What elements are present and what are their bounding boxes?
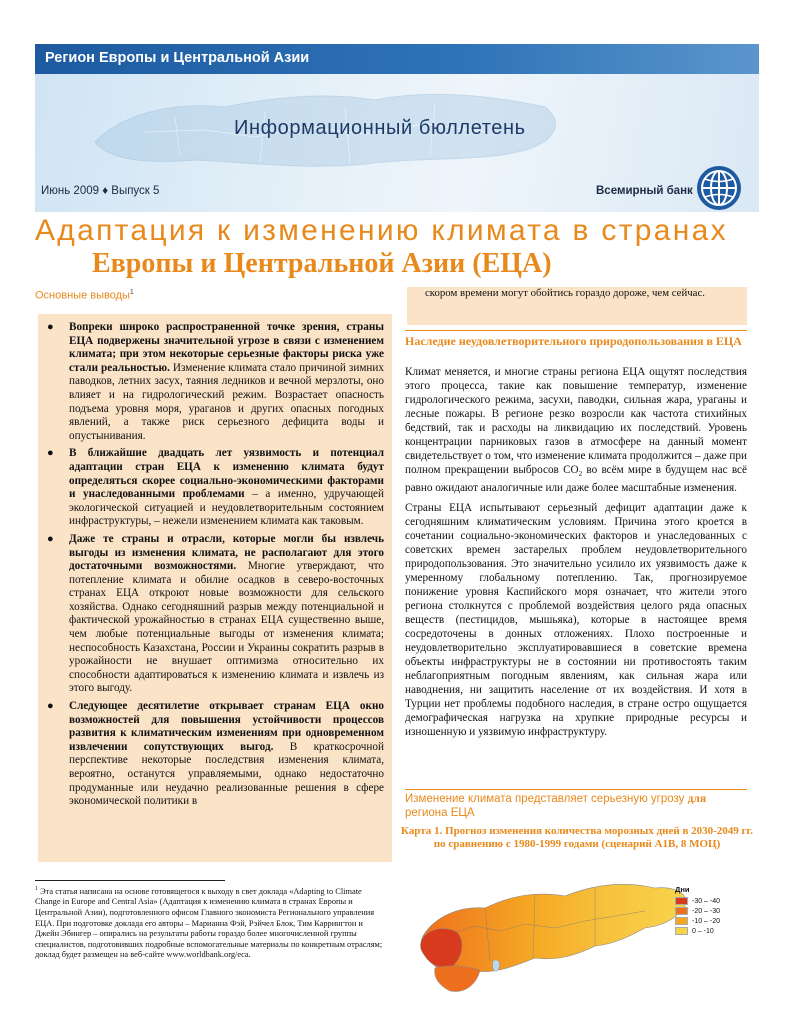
climate-heading-b: для <box>687 793 707 805</box>
world-bank-globe-icon <box>694 163 744 212</box>
paragraph-1 <box>405 365 747 495</box>
legend-swatch <box>675 897 688 905</box>
key-findings-marker: 1 <box>129 289 134 296</box>
map-south-region <box>435 966 480 992</box>
climate-heading-a: Изменение климата представляет серьезную угрозу <box>405 793 688 805</box>
legend-label: 0 – -10 <box>692 927 714 935</box>
legend-label: -30 – -40 <box>692 897 721 905</box>
footnote-marker: 1 <box>35 886 38 892</box>
legend-item <box>675 897 745 905</box>
legend-item <box>675 917 745 925</box>
banner-title: Информационный бюллетень <box>234 117 526 139</box>
co2-subscript: 2 <box>578 470 583 479</box>
footnote <box>35 884 385 961</box>
bullet-icon: ● <box>47 447 54 460</box>
bullet-bold: Вопреки широко распространенной точке зрения, страны ЕЦА подвержены значительной угрозе в связи с изменением климата; при этом некоторые серьезные факторы риска уже стали реальностью. <box>69 321 384 374</box>
footnote-divider <box>35 880 225 881</box>
climate-heading <box>405 789 747 820</box>
legend-swatch <box>675 927 688 935</box>
map-land-region <box>421 884 686 975</box>
paragraph-2: Страны ЕЦА испытывают серьезный дефицит адаптации даже к сегодняшним климатическим условиям. Причина этого кроется в сочетании социально-экономических факторов и унаследованных с советских времен застарелых проблем неудовлетворительного природопользования. Это значительно усилило их уязвимость даже к умеренному глобальному потеплению. Так, прогнозируемое понижение уровня Каспийского моря означает, что жители этого региона столкнутся с проблемой воздействия целого ряда опасных веществ (пестицидов, мышьяка), которые в настоящее время сосредоточены в донных отложениях. Плохо построенные и неудовлетворительно эксплуатировавшиеся в советские времена объекты инфраструктуры не в состоянии ни противостоять таким неблагоприятным погодным явлениям, как сильная жара или наводнения, ни защитить население от их воздействия. И хотя в Турции нет проблемы подобного наследия, в стране остро ощущается демографическая нагрузка на хрупкие природные ресурсы и изношенную и уязвимую инфраструктуру. <box>405 502 747 739</box>
bullet-bold: Даже те страны и отрасли, которые могли бы извлечь выгоды из изменения климата, не располагают для этого достаточными возможностями. <box>69 532 384 573</box>
list-item <box>38 700 392 809</box>
list-item <box>38 447 392 529</box>
legend-label: -10 – -20 <box>692 917 721 925</box>
list-item <box>38 533 392 696</box>
key-findings-list <box>38 321 392 813</box>
legend-item <box>675 927 745 935</box>
bullet-text: Многие утверждают, что потепление климата и обилие осадков в северо-восточных странах ЕЦА откроют новые возможности для сельского хозяйства. Однако сегодняшний разрыв между потенциальной и фактической урожайностью в странах ЕЦА существенно выше, чем любые потенциальные выгоды от изменения климата; неспособность Казахстана, России и Украины сократить разрыв в урожайности не внушает оптимизма относительно их способности адаптироваться к изменению климата и извлечь из этого выгоду. <box>69 560 384 695</box>
map-caption: Карта 1. Прогноз изменения количества морозных дней в 2030-2049 гг. по сравнению с 1980-1999 годами (сценарий A1B, 8 МОЦ) <box>400 825 754 850</box>
issue-date: Июнь 2009 ♦ Выпуск 5 <box>41 185 160 197</box>
headline-line-2: Европы и Центральной Азии (ЕЦА) <box>92 248 552 279</box>
bullet-bold: Следующее десятилетие открывает странам ЕЦА окно возможностей для повышения устойчивости процессов развития к климатическим изменениям при одновременном извлечении сопутствующих выгод. <box>69 700 384 753</box>
bullet-icon: ● <box>47 700 54 713</box>
bullet-icon: ● <box>47 321 54 333</box>
key-findings-text: Основные выводы <box>35 289 130 302</box>
legend-label: -20 – -30 <box>692 907 721 915</box>
climate-heading-c: региона ЕЦА <box>405 807 475 819</box>
newsletter-banner <box>35 44 759 212</box>
paragraph-1-b: во всём мире в будущем нас всё равно ожидают аналогичные или даже более масштабные изменения. <box>405 464 747 495</box>
bullet-bold: В ближайшие двадцать лет уязвимость и потенциал адаптации стран ЕЦА к изменению климата будут определяться скорее социально-экономическими факторами и унаследованными проблемами <box>69 447 384 501</box>
map-legend <box>675 885 745 937</box>
legend-item <box>675 907 745 915</box>
headline-line-1: Адаптация к изменению климата в странах <box>35 214 728 247</box>
map-caspian-sea <box>493 960 500 971</box>
legend-swatch <box>675 917 688 925</box>
banner-region: Регион Европы и Центральной Азии <box>45 50 310 66</box>
world-bank-name: Всемирный банк <box>596 185 693 197</box>
map-west-region <box>421 929 462 968</box>
section-heading: Наследие неудовлетворительного природопользования в ЕЦА <box>405 330 747 348</box>
key-findings-label <box>35 289 134 302</box>
bullet-text: В краткосрочной перспективе некоторые последствия изменения климата, вероятно, останутся управляемыми, однако недостаточно продуманные или неудачно реализованные решения в сфере экономической политики в <box>69 740 384 808</box>
footnote-text: Эта статья написана на основе готовящегося к выходу в свет доклада «Adapting to Climate Change in Europe and Central Asia» (Адаптация к изменению климата в странах Европы и Центральной Азии), подготовленного офисом Главного экономиста Регионального управления ЕЦА. При подготовке доклада его авторы – Марианна Фэй, Рэйчел Блок, Тим Каррингтон и Джейн Эбингер – опирались на результаты работы гораздо более многочисленной группы специалистов, подготовивших подробные вспомогательные материалы по конкретным отраслям; доклад будет размещен на веб-сайте www.worldbank.org/eca. <box>35 886 383 960</box>
list-item <box>38 321 392 443</box>
continuation-text: скором времени могут обойтись гораздо дороже, чем сейчас. <box>407 287 747 325</box>
bullet-text: – а именно, удручающей экологической ситуацией и неудовлетворительным состоянием инфраструктуры, – нежели изменением климата как таковым. <box>69 488 385 528</box>
legend-swatch <box>675 907 688 915</box>
paragraph-1-a: Климат меняется, и многие страны региона ЕЦА ощутят последствия этого процесса, такие как повышение температур, изменение гидрологического режима, засухи, паводки, сильная жара, ураганы и лесные пожары. В регионе резко возросли как частота стихийных бедствий, так и расходы на ликвидацию их последствий. Уровень концентрации парниковых газов в атмосфере на данный момент свидетельствует о том, что изменение климата продолжится – даже при полном прекращении выбросов CO <box>405 366 747 476</box>
article-body <box>405 365 747 745</box>
bullet-icon: ● <box>47 532 54 545</box>
legend-title: Дни <box>675 885 690 894</box>
bullet-text: Изменение климата стало причиной зимних паводков, летних засух, таяния ледников и вечной мерзлоты, оно влияет и на гидрологический режим. Возрастает опасность подъема уровня моря, ураганов и других опасных погодных явлений, а также риск серьезного дефицита воды и опустынивания. <box>69 361 384 442</box>
